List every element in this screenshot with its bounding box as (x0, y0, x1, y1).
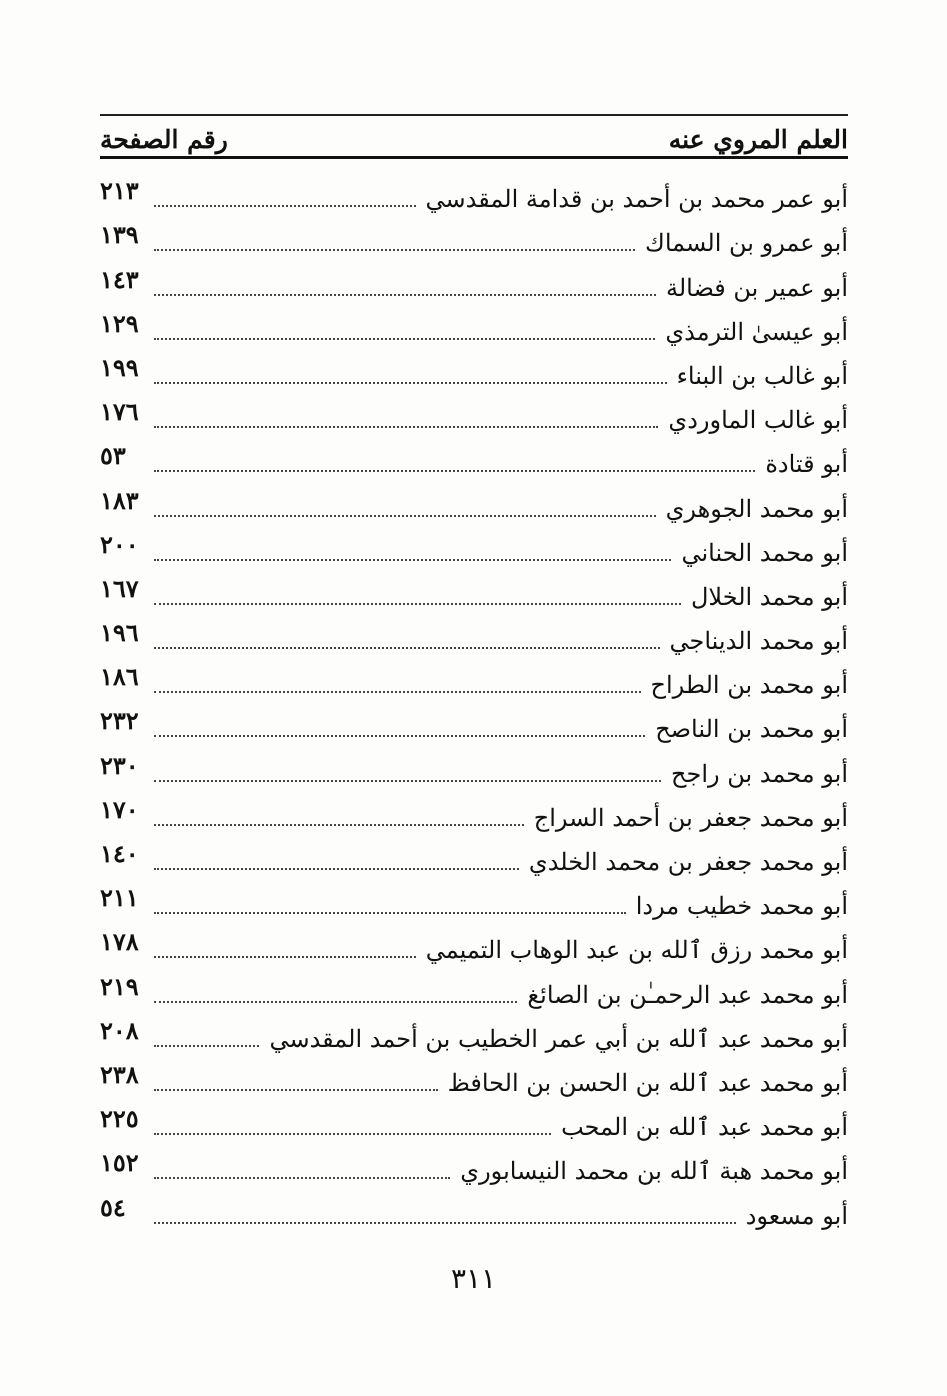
entry-page: ١٧٠ (100, 794, 139, 824)
entry-name: أبو محمد عبد الرحمـٰن بن الصائغ (527, 980, 848, 1009)
list-item (100, 170, 848, 214)
entry-page: ٢١٣ (100, 176, 139, 206)
entry-page: ١٦٧ (100, 573, 139, 603)
dot-leader (154, 912, 626, 914)
entry-page: ١٢٩ (100, 308, 139, 338)
list-item (100, 1142, 848, 1186)
index-list (100, 170, 848, 1231)
entry-name: أبو مسعود (745, 1201, 848, 1230)
entry-page: ٢٣٢ (100, 706, 139, 736)
list-item (100, 789, 848, 833)
dot-leader (154, 1222, 736, 1224)
entry-name: أبو عمرو بن السماك (645, 229, 848, 258)
entry-name: أبو عيسىٰ الترمذي (665, 317, 848, 346)
list-item (100, 1186, 848, 1230)
dot-leader (154, 691, 641, 693)
entry-name: أبو محمد الخلال (690, 582, 848, 611)
list-item (100, 479, 848, 523)
list-item (100, 877, 848, 921)
entry-name: أبو محمد عبد ٱلله بن الحسن بن الحافظ (447, 1068, 848, 1097)
list-item (100, 347, 848, 391)
entry-name: أبو محمد جعفر بن محمد الخلدي (528, 848, 848, 876)
entry-name: أبو محمد بن راجح (671, 759, 848, 788)
page-number: ٣١١ (450, 1262, 497, 1295)
list-item (100, 214, 848, 258)
list-item (100, 1054, 848, 1098)
entry-name: أبو محمد بن الطراح (650, 671, 848, 700)
dot-leader (154, 382, 667, 384)
entry-page: ١٤٣ (100, 264, 139, 294)
dot-leader (154, 249, 635, 251)
entry-page: ٢٠٨ (100, 1015, 139, 1045)
entry-name: أبو محمد جعفر بن أحمد السراج (533, 803, 848, 832)
list-item (100, 303, 848, 347)
dot-leader (154, 470, 755, 472)
entry-page: ١٧٦ (100, 397, 139, 427)
dot-leader (154, 603, 681, 605)
entry-name: أبو غالب الماوردي (668, 406, 848, 435)
entry-page: ١٩٦ (100, 618, 139, 648)
entry-name: أبو محمد خطيب مردا (635, 892, 848, 921)
entry-page: ١٣٩ (100, 220, 139, 250)
dot-leader (154, 1177, 450, 1179)
dot-leader (154, 647, 660, 649)
dot-leader (154, 338, 655, 340)
entry-page: ١٥٢ (100, 1148, 139, 1178)
list-item (100, 391, 848, 435)
entry-name: أبو محمد الديناجي (669, 627, 848, 656)
entry-page: ١٤٠ (100, 839, 139, 868)
list-item (100, 524, 848, 568)
entry-name: أبو محمد الحناني (681, 538, 848, 567)
list-item (100, 612, 848, 656)
entry-page: ٢٣٨ (100, 1059, 139, 1089)
header-rule (100, 156, 848, 159)
entry-name: أبو محمد رزق ٱلله بن عبد الوهاب التميمي (425, 936, 848, 965)
entry-name: أبو محمد هبة ٱلله بن محمد النيسابوري (460, 1157, 848, 1186)
dot-leader (154, 1089, 438, 1091)
entry-page: ٥٤ (100, 1192, 126, 1222)
list-item (100, 568, 848, 612)
list-item (100, 435, 848, 479)
entry-page: ٢١٩ (100, 971, 139, 1001)
list-item (100, 1098, 848, 1142)
entry-page: ٢٠٠ (100, 529, 139, 559)
dot-leader (154, 294, 656, 296)
list-item (100, 965, 848, 1009)
list-item (100, 700, 848, 744)
list-item (100, 921, 848, 965)
dot-leader (154, 868, 519, 870)
list-item (100, 744, 848, 788)
dot-leader (154, 735, 645, 737)
entry-name: أبو محمد عبد ٱلله بن أبي عمر الخطيب بن أحمد المقدسي (269, 1024, 848, 1053)
table-header (100, 120, 848, 156)
dot-leader (154, 1133, 551, 1135)
index-page (100, 110, 848, 1330)
entry-page: ١٩٩ (100, 352, 139, 382)
dot-leader (154, 956, 416, 958)
entry-name: أبو قتادة (765, 450, 848, 479)
entry-name: أبو غالب بن البناء (676, 361, 848, 390)
entry-page: ٢١١ (100, 883, 139, 913)
top-rule (100, 114, 848, 116)
entry-name: أبو محمد الجوهري (665, 494, 848, 523)
dot-leader (154, 1045, 259, 1047)
entry-name: أبو محمد بن الناصح (655, 715, 848, 744)
entry-name: أبو عمر محمد بن أحمد بن قدامة المقدسي (425, 185, 848, 214)
entry-page: ١٨٣ (100, 485, 139, 515)
entry-name: أبو عمير بن فضالة (665, 273, 848, 302)
dot-leader (154, 559, 671, 561)
entry-page: ١٨٦ (100, 662, 139, 692)
entry-page: ٢٣٠ (100, 750, 139, 780)
list-item (100, 258, 848, 302)
header-narrator-column: العلم المروي عنه (668, 125, 848, 154)
dot-leader (154, 515, 656, 517)
entry-page: ٥٣ (100, 441, 126, 471)
header-page-column: رقم الصفحة (100, 125, 228, 154)
list-item (100, 1010, 848, 1054)
entry-page: ٢٢٥ (100, 1104, 139, 1134)
dot-leader (154, 780, 661, 782)
dot-leader (154, 1001, 517, 1003)
entry-page: ١٧٨ (100, 927, 139, 957)
list-item (100, 656, 848, 700)
dot-leader (154, 426, 658, 428)
list-item (100, 833, 848, 877)
entry-name: أبو محمد عبد ٱلله بن المحب (561, 1113, 848, 1142)
dot-leader (154, 205, 416, 207)
dot-leader (154, 824, 524, 826)
